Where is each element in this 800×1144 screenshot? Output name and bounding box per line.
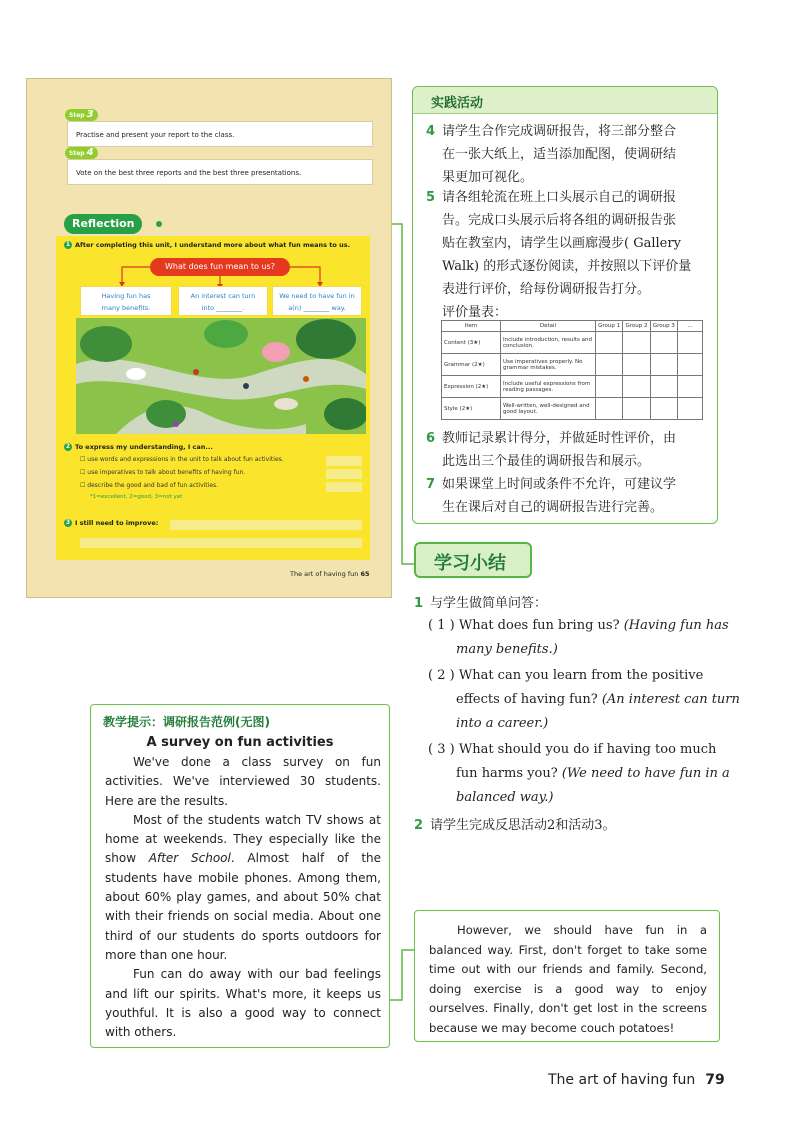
example-conclusion-box: [414, 910, 720, 1042]
activity-item-number: 4: [426, 124, 436, 139]
qa-question: What can you learn from the positive: [458, 668, 704, 683]
activity-line: 在一张大纸上，适当添加配图，使调研结: [442, 147, 677, 162]
qa-answer: (Having fun has: [623, 618, 729, 633]
park-illustration: [76, 304, 366, 434]
qa-2-answer-cont: into a career.): [456, 716, 549, 731]
conclusion-text: However, we should have fun in a balanced way. First, don't forget to take some time out with our friends and family. Second, doing exercise is a good way to enjoy ourselves. Finally, don't get lost in the screens because we may become couch potatoes!: [429, 923, 707, 1035]
table-header: Group 3: [650, 321, 677, 332]
page-footer: [548, 1072, 725, 1088]
activity-line: 评价量表：: [442, 305, 508, 320]
q2-text: To express my understanding, I can...: [75, 443, 213, 451]
summary-item-2: 请学生完成反思活动2和活动3。: [430, 818, 616, 833]
activity-item-5: [442, 186, 691, 324]
q3-text: I still need to improve:: [75, 519, 159, 527]
table-row: [442, 354, 703, 376]
qa-2-cont: [456, 688, 740, 712]
answer-line: We need to have fun in: [279, 292, 355, 300]
answer-line: An interest can turn: [190, 292, 256, 300]
table-row: [442, 398, 703, 420]
activity-line: 表进行评价，给每份调研报告打分。: [442, 282, 651, 297]
tip-paragraph: Fun can do away with our bad feelings and lift our spirits. What's more, it keeps us youthful. It is also a good way to connect with others.: [105, 967, 381, 1040]
write-line: [326, 456, 362, 466]
answer-line: a(n) ________ way.: [288, 304, 346, 312]
central-question: What does fun mean to us?: [150, 258, 290, 276]
activity-item-number: 7: [426, 477, 436, 492]
activity-item-number: 6: [426, 431, 436, 446]
write-line: [326, 482, 362, 492]
qa-answer: (We need to have fun in a: [561, 766, 730, 781]
textbook-page-number: 65: [360, 570, 370, 578]
summary-item-number: 1: [414, 596, 424, 611]
table-cell-detail: Include useful expressions from reading passages.: [501, 376, 596, 398]
write-line: [326, 469, 362, 479]
table-cell-item: Grammar (2★): [442, 354, 501, 376]
activity-header: [413, 87, 717, 114]
q3-number: 3: [65, 519, 71, 526]
q2-item: ☐ use words and expressions in the unit to talk about fun activities.: [80, 456, 284, 463]
q1-text: After completing this unit, I understand more about what fun means to us.: [75, 241, 351, 249]
activity-title: 实践活动: [431, 96, 484, 111]
textbook-footer: [290, 570, 369, 578]
step3-text: Practise and present your report to the class.: [67, 121, 373, 147]
table-cell-item: Content (3★): [442, 332, 501, 354]
table-header: Item: [442, 321, 501, 332]
activity-item-4: [442, 120, 676, 189]
table-header: ...: [678, 321, 703, 332]
activity-item-7: [442, 473, 676, 519]
summary-item-1: 与学生做简单问答：: [430, 596, 548, 611]
step3-badge: [65, 109, 98, 121]
activity-line: Walk) 的形式逐份阅读，并按照以下评价量: [442, 259, 692, 274]
q2-item: ☐ describe the good and bad of fun activities.: [80, 482, 219, 489]
textbook-footer-text: The art of having fun: [290, 570, 359, 578]
qa-question: effects of having fun?: [456, 692, 598, 707]
qa-question: What does fun bring us?: [458, 618, 620, 633]
activity-line: 生在课后对自己的调研报告进行完善。: [442, 500, 664, 515]
evaluation-table: [441, 320, 703, 420]
tip-title: A survey on fun activities: [146, 735, 334, 750]
tip-paragraph: [105, 811, 381, 965]
qa-number: ( 3 ): [428, 742, 455, 757]
qa-2: [428, 664, 703, 688]
table-cell-detail: Use imperatives properly. No grammar mistakes.: [501, 354, 596, 376]
tip-show-title: After School: [148, 851, 231, 866]
tip-text: . Almost half of the students have mobile phones. Among them, about 60% play games, and about 50% chat with their friends on social media. About one third of our students do sports outdoors for more than one hour.: [105, 851, 382, 962]
activity-line: 请各组轮流在班上口头展示自己的调研报: [442, 190, 677, 205]
activity-line: 请学生合作完成调研报告，将三部分整合: [442, 124, 677, 139]
q2-number: 2: [65, 443, 71, 450]
summary-tab: [414, 542, 532, 578]
qa-number: ( 1 ): [428, 618, 455, 633]
activity-line: 贴在教室内，请学生以画廊漫步( Gallery: [442, 236, 681, 251]
table-row: [442, 332, 703, 354]
page-number: 79: [705, 1072, 725, 1088]
qa-number: ( 2 ): [428, 668, 455, 683]
activity-line: 教师记录累计得分，并做延时性评价，由: [442, 431, 677, 446]
tip-heading: 教学提示：调研报告范例(无图): [103, 715, 270, 729]
footer-text: The art of having fun: [548, 1072, 696, 1088]
reflection-q1: [64, 241, 350, 249]
tip-text: Most of the students watch TV shows at home at weekends. They especially like the show: [105, 812, 381, 866]
activity-line: 如果课堂上时间或条件不允许，可建议学: [442, 477, 677, 492]
activity-line: 此选出三个最佳的调研报告和展示。: [442, 454, 651, 469]
qa-answer: (An interest can turn: [601, 692, 740, 707]
step4-num: 4: [86, 147, 94, 158]
table-cell-item: Expression (2★): [442, 376, 501, 398]
qa-1: [428, 614, 729, 638]
activity-item-number: 5: [426, 190, 436, 205]
q2-item: ☐ use imperatives to talk about benefits of having fun.: [80, 469, 246, 476]
rating-note: *1=excellent, 2=good, 3=not yet: [90, 494, 183, 500]
qa-question: What should you do if having too much: [458, 742, 717, 757]
table-header: Group 2: [623, 321, 650, 332]
qa-1-answer-cont: many benefits.): [456, 642, 558, 657]
qa-3: [428, 738, 716, 762]
answer-line: Having fun has: [101, 292, 151, 300]
summary-title: 学习小结: [434, 553, 506, 574]
q2-item-text: use words and expressions in the unit to talk about fun activities.: [87, 456, 284, 463]
q2-item-text: describe the good and bad of fun activities.: [87, 482, 219, 489]
tip-body: [105, 753, 381, 1042]
table-cell-item: Style (2★): [442, 398, 501, 420]
step4-label: Step: [69, 150, 85, 157]
reflection-q2: [64, 443, 213, 451]
qa-question: fun harms you?: [456, 766, 558, 781]
write-line: [80, 538, 362, 548]
table-header: Group 1: [596, 321, 623, 332]
table-cell-detail: Well-written, well-designed and good layout.: [501, 398, 596, 420]
activity-line: 告。完成口头展示后将各组的调研报告张: [442, 213, 677, 228]
step4-badge: [65, 147, 98, 159]
answer-line: into ________.: [201, 304, 245, 312]
qa-3-cont: [456, 762, 730, 786]
reflection-connector-dot: [156, 221, 162, 227]
tip-paragraph: We've done a class survey on fun activities. We've interviewed 30 students. Here are the results.: [105, 755, 381, 808]
q1-number: 1: [65, 241, 71, 248]
table-header: Detail: [501, 321, 596, 332]
activity-line: 果更加可视化。: [442, 170, 534, 185]
write-line: [170, 520, 362, 530]
q2-item-text: use imperatives to talk about benefits of having fun.: [87, 469, 246, 476]
step4-text: Vote on the best three reports and the best three presentations.: [67, 159, 373, 185]
table-row: [442, 376, 703, 398]
answer-line: many benefits.: [101, 304, 151, 312]
teaching-tip-box: [90, 704, 390, 1048]
qa-3-answer-cont: balanced way.): [456, 790, 554, 805]
table-cell-detail: Include introduction, results and conclusion.: [501, 332, 596, 354]
step3-label: Step: [69, 112, 85, 119]
summary-item-number: 2: [414, 818, 424, 833]
step3-num: 3: [86, 109, 94, 120]
activity-item-6: [442, 427, 676, 473]
reflection-q3: [64, 519, 158, 527]
reflection-label: Reflection: [64, 214, 142, 234]
